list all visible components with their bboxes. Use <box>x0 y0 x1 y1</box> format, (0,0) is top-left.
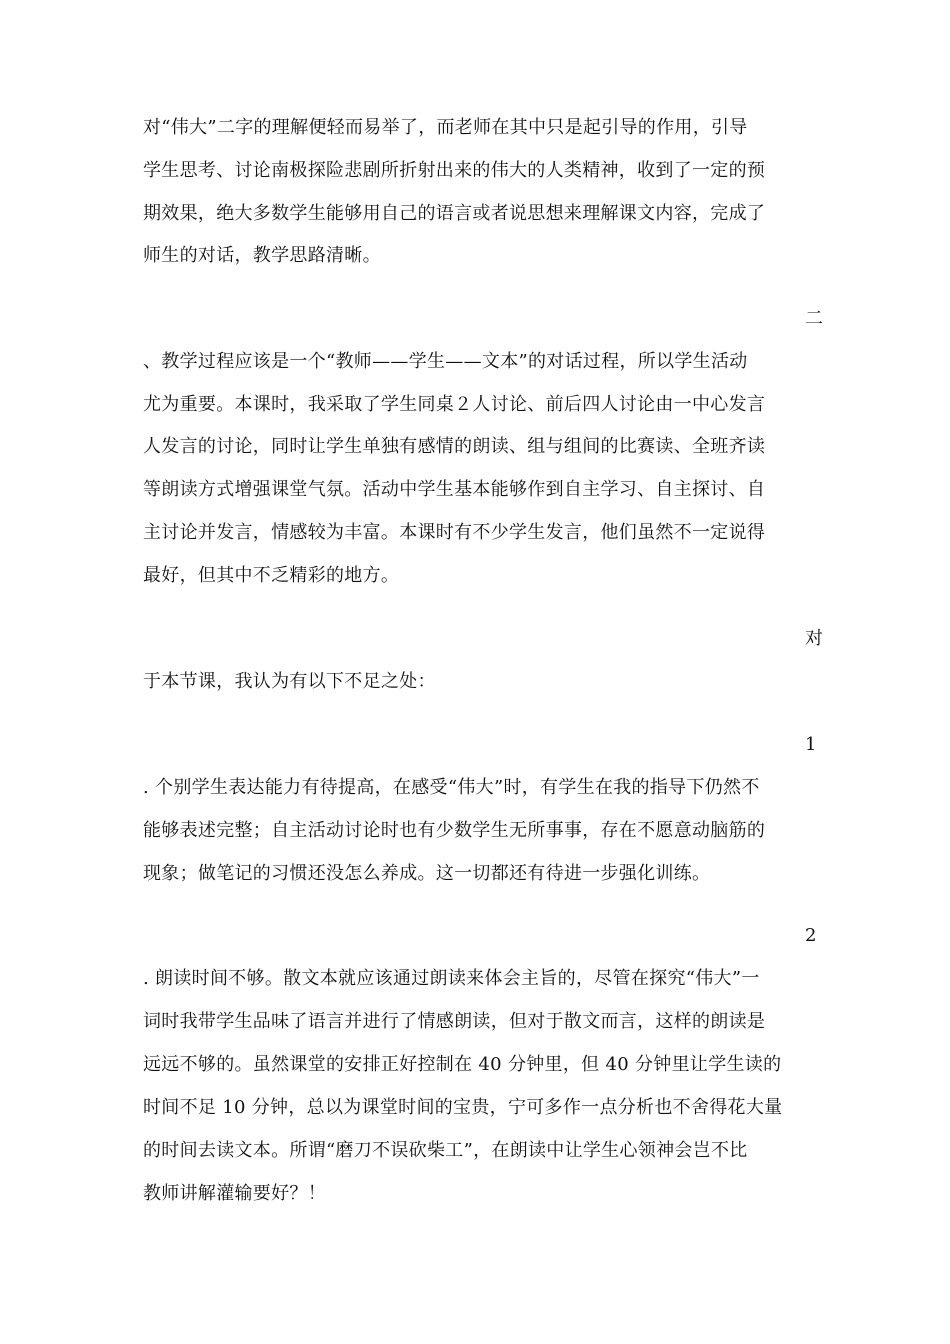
paragraph-5-line-1: . 朗读时间不够。散文本就应该通过朗读来体会主旨的，尽管在探究“伟大”一 <box>143 968 760 989</box>
paragraph-2-line-1: 、教学过程应该是一个“教师——学生——文本”的对话过程，所以学生活动 <box>143 351 748 372</box>
paragraph-2-line-5: 主讨论并发言，情感较为丰富。本课时有不少学生发言，他们虽然不一定说得 <box>143 522 766 543</box>
paragraph-5-line-6: 教师讲解灌输要好？！ <box>143 1183 326 1204</box>
paragraph-1-line-3: 期效果，绝大多数学生能够用自己的语言或者说思想来理解课文内容，完成了 <box>143 203 766 224</box>
paragraph-5-line-4: 时间不足 10 分钟，总以为课堂时间的宝贵，宁可多作一点分析也不舍得花大量 <box>143 1097 783 1118</box>
paragraph-2-line-2: 尤为重要。本课时，我采取了学生同桌２人讨论、前后四人讨论由一中心发言 <box>143 394 766 415</box>
paragraph-2-line-4: 等朗读方式增强课堂气氛。活动中学生基本能够作到自主学习、自主探讨、自 <box>143 479 766 500</box>
paragraph-5-line-2: 词时我带学生品味了语言并进行了情感朗读，但对于散文而言，这样的朗读是 <box>143 1011 766 1032</box>
paragraph-4-line-2: 能够表述完整；自主活动讨论时也有少数学生无所事事，存在不愿意动脑筋的 <box>143 820 766 841</box>
paragraph-5-line-3: 远远不够的。虽然课堂的安排正好控制在 40 分钟里，但 40 分钟里让学生读的 <box>143 1054 782 1075</box>
paragraph-2-line-3: 人发言的讨论，同时让学生单独有感情的朗读、组与组间的比赛读、全班齐读 <box>143 436 766 457</box>
list-marker-1: 1 <box>805 734 817 755</box>
paragraph-3-line-1: 于本节课，我认为有以下不足之处： <box>143 671 436 692</box>
paragraph-1-line-4: 师生的对话，教学思路清晰。 <box>143 245 381 266</box>
paragraph-marker-dui: 对 <box>805 628 823 649</box>
paragraph-2-line-6: 最好，但其中不乏精彩的地方。 <box>143 565 400 586</box>
paragraph-4-line-3: 现象；做笔记的习惯还没怎么养成。这一切都还有待进一步强化训练。 <box>143 863 711 884</box>
paragraph-4-line-1: . 个别学生表达能力有待提高，在感受“伟大”时，有学生在我的指导下仍然不 <box>143 777 760 798</box>
paragraph-5-line-5: 的时间去读文本。所谓“磨刀不误砍柴工”，在朗读中让学生心领神会岂不比 <box>143 1140 748 1161</box>
paragraph-1-line-2: 学生思考、讨论南极探险悲剧所折射出来的伟大的人类精神，收到了一定的预 <box>143 160 766 181</box>
section-marker-two: 二 <box>805 308 823 329</box>
paragraph-1-line-1: 对“伟大”二字的理解便轻而易举了，而老师在其中只是起引导的作用，引导 <box>143 117 748 138</box>
list-marker-2: 2 <box>805 925 817 946</box>
